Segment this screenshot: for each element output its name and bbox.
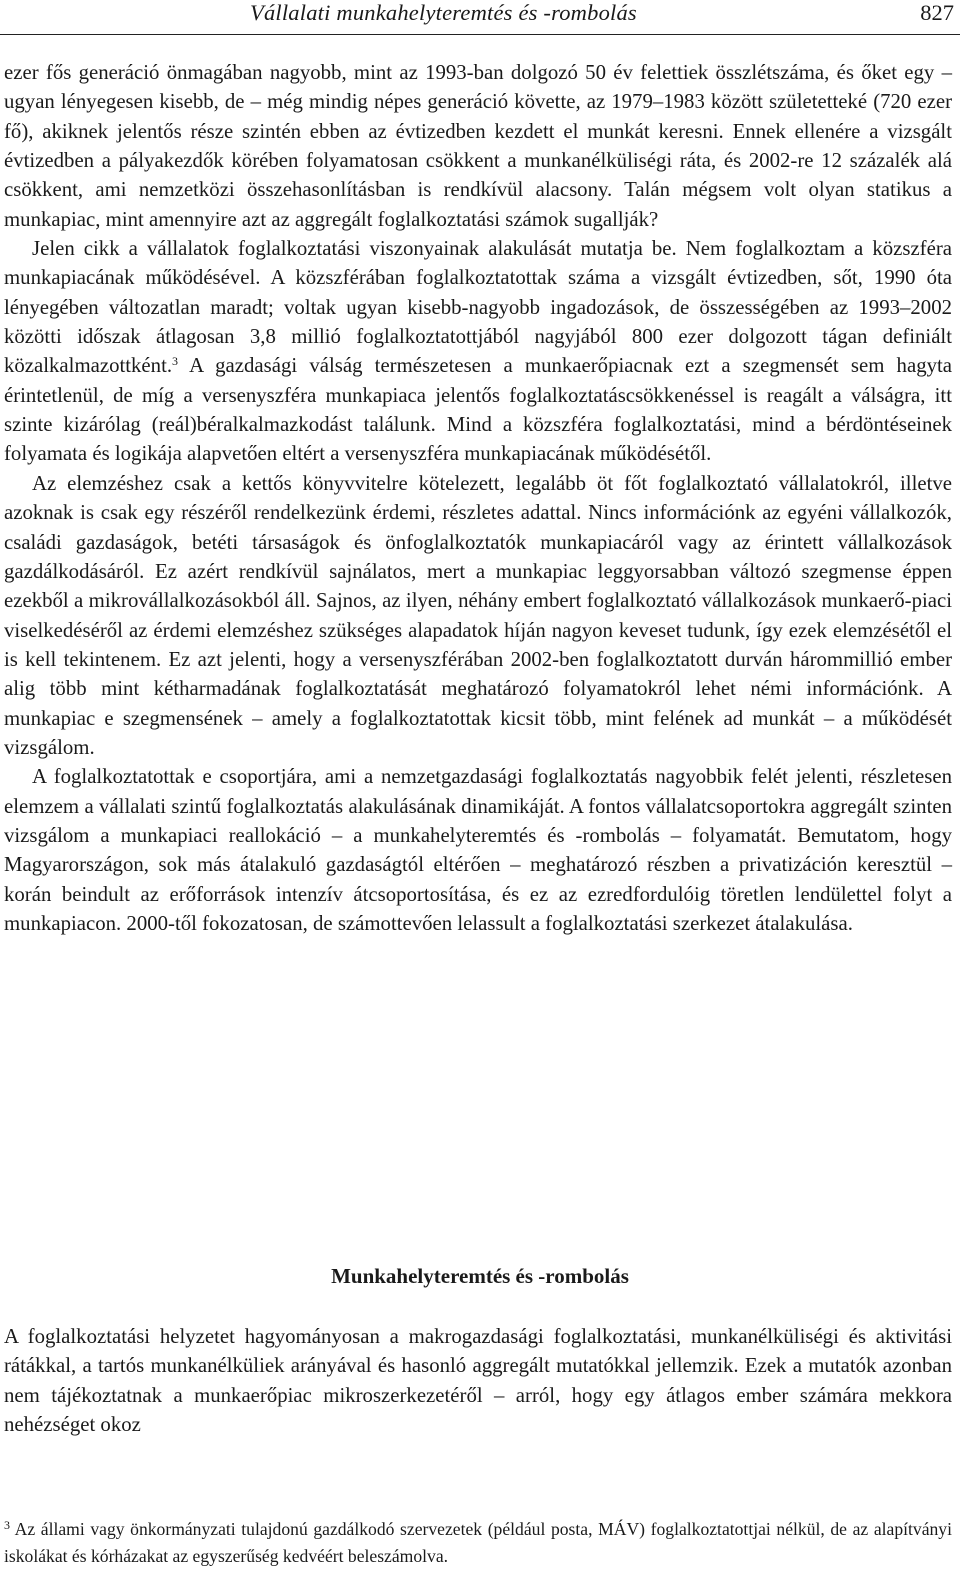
footnote xyxy=(4,1516,952,1570)
paragraph-4 xyxy=(4,762,952,938)
paragraph-2-text-b: A gazdasági válság természetesen a munkaerőpiacnak ezt a szegmensét sem hagyta érintetlenül, de míg a versenyszféra munkapiaca jelentős foglalkoztatáscsökkenéssel is reagált a válságra, itt szinte kizárólag (reál)béralkalmazkodást találunk. Mind a közszféra foglalkoztatási, mind a bérdöntéseinek folyamata és logikája alapvetően eltért a versenyszféra munkapiacának működésétől. xyxy=(4,354,952,466)
section-paragraph: A foglalkoztatási helyzetet hagyományosan a makrogazdasági foglalkoztatási, munkanélküliségi és aktivitási rátákkal, a tartós munkanélküliek arányával és hasonló aggregált mutatókkal jellemzik. Ezek a mutatók azonban nem tájékoztatnak a munkaerőpiac mikroszerkezetéről – arról, hogy egy átlagos ember számára mekkora nehézséget okoz xyxy=(4,1325,952,1437)
paragraph-4-text: A foglalkoztatottak e csoportjára, ami a nemzetgazdasági foglalkoztatás nagyobbik felét jelenti, részletesen elemzem a vállalati szintű foglalkoztatás alakulásának dinamikáját. A fontos vállalatcsoportokra aggregált szinten vizsgálom a munkapiaci reallokáció – a munkahelyteremtés és -rombolás – folyamatát. Bemutatom, hogy Magyarországon, sok más átalakuló gazdaságtól eltérően – meghatározó részben a privatizáción keresztül – korán beindult az erőforrások intenzív átcsoportosítása, és ez az ezredfordulóig töretlen lendülettel folyt a munkapiacon. 2000-től fokozatosan, de számottevően lelassult a foglalkoztatási szerkezet átalakulása. xyxy=(4,765,952,935)
paragraph-3 xyxy=(4,469,952,762)
paragraph-2 xyxy=(4,234,952,469)
paragraph-2-text-a: Jelen cikk a vállalatok foglalkoztatási viszonyainak alakulását mutatja be. Nem foglalkoztam a közszféra munkapiacának működésével. A közszférában foglalkoztatottak száma a vizsgált évtizedben, sőt, 1990 óta lényegében változatlan maradt; voltak ugyan kisebb-nagyobb ingadozások, de összességében az 1993–2002 közötti időszak átlagosan 3,8 millió foglalkoztatottjából nagyjából 800 ezer dolgozott tágan definiált közalkalmazottként. xyxy=(4,237,952,378)
paragraph-1 xyxy=(4,58,952,234)
footnote-text: Az állami vagy önkormányzati tulajdonú gazdálkodó szervezetek (például posta, MÁV) foglalkoztatottjai nélkül, de az alapítványi iskolákat és kórházakat az egyszerűség kedvéért beleszámolva. xyxy=(4,1519,952,1566)
page-header xyxy=(0,0,960,35)
section-body xyxy=(4,1322,952,1439)
running-title: Vállalati munkahelyteremtés és -rombolás xyxy=(250,0,637,25)
page-number: 827 xyxy=(920,0,954,25)
paragraph-1-text: ezer fős generáció önmagában nagyobb, mint az 1993-ban dolgozó 50 év felettiek összlétszáma, és őket egy – ugyan lényegesen kisebb, de – még mindig népes generáció követte, az 1979–1983 között születetteké (720 ezer fő), akiknek jelentős része szintén ebben az évtizedben kezdett el munkát keresni. Ennek ellenére a vizsgált évtizedben a pályakezdők körében folyamatosan csökkent a munkanélküliségi ráta, és 2002-re 12 százalék alá csökkent, ami nemzetközi összehasonlításban is rendkívül alacsony. Talán mégsem volt olyan statikus a munkapiac, mint amennyire azt az aggregált foglalkoztatási számok sugallják? xyxy=(4,61,952,231)
section-heading: Munkahelyteremtés és -rombolás xyxy=(331,1264,629,1288)
footnote-mark: 3 xyxy=(4,1518,10,1532)
paragraph-3-text: Az elemzéshez csak a kettős könyvvitelre kötelezett, legalább öt főt foglalkoztató vállalatokról, illetve azoknak is csak egy részéről rendelkezünk érdemi, részletes adattal. Nincs információnk az egyéni vállalkozók, családi gazdaságok, betéti társaságok és önfoglalkoztatók munkapiacáról vagy az érintett vállalkozások gazdálkodásáról. Ez azért rendkívül sajnálatos, mert a munkapiac leggyorsabban változó szegmense éppen ezekből a mikrovállalkozásokból áll. Sajnos, az ilyen, néhány embert foglalkoztató vállalkozások munkaerő-piaci viselkedéséről az érdemi elemzéshez szükséges alapadatok híján nagyon keveset tudunk, így ezek elemzésétől el is kell tekintenem. Ez azt jelenti, hogy a versenyszférában 2002-ben foglalkoztatott durván hárommillió ember alig több mint kétharmadának foglalkoztatását meghatározó folyamatokról lehet némi információnk. A munkapiac e szegmensének – amely a foglalkoztatottak kicsit több, mint felének ad munkát – a működését vizsgálom. xyxy=(4,471,952,759)
footnote-reference: 3 xyxy=(172,354,179,369)
body-text xyxy=(4,58,952,938)
